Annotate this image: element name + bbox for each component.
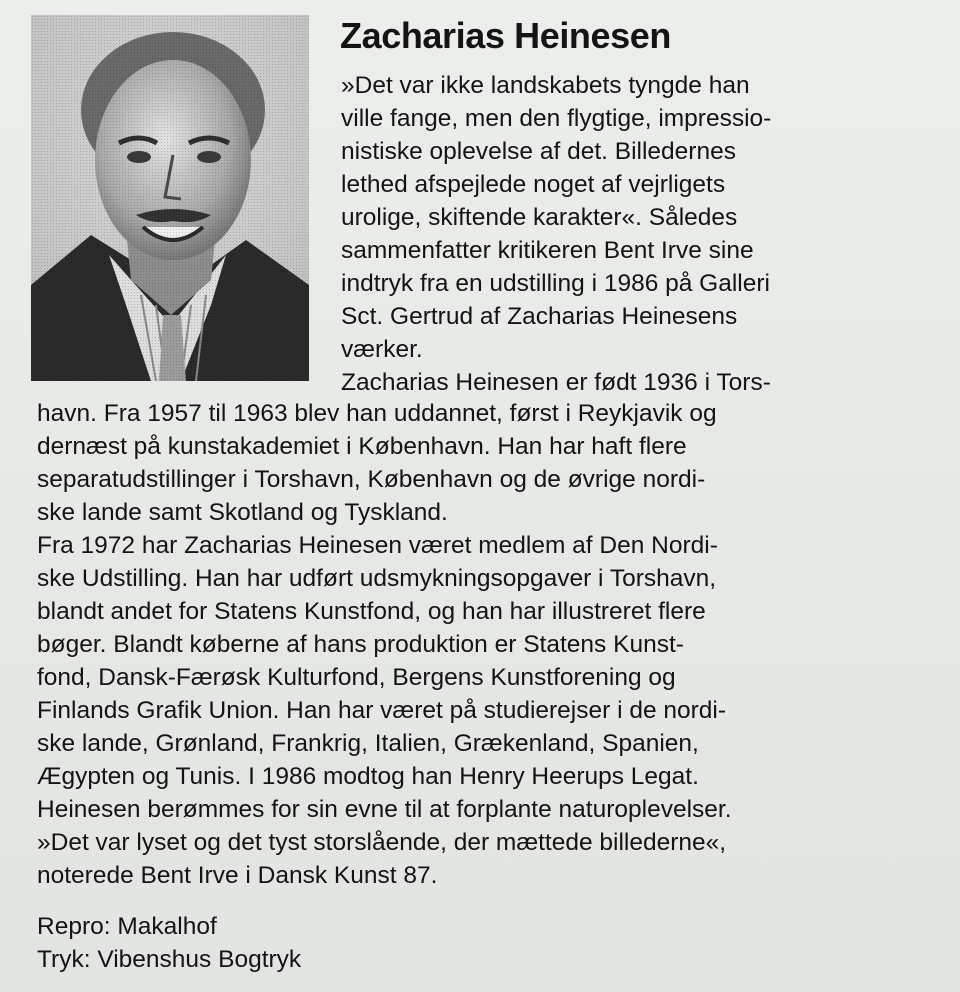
text-line: dernæst på kunstakademiet i København. Han har haft flere: [37, 433, 687, 460]
text-line: noterede Bent Irve i Dansk Kunst 87.: [37, 862, 438, 889]
text-line: blandt andet for Statens Kunstfond, og han har illustreret flere: [37, 598, 706, 625]
text-line: nistiske oplevelse af det. Billedernes: [341, 138, 736, 165]
text-line: Sct. Gertrud af Zacharias Heinesens: [341, 303, 738, 330]
text-line: havn. Fra 1957 til 1963 blev han uddannet, først i Reykjavik og: [37, 400, 717, 427]
text-line: fond, Dansk-Færøsk Kulturfond, Bergens Kunstforening og: [37, 664, 676, 691]
text-line: urolige, skiftende karakter«. Således: [341, 204, 738, 231]
text-line: Fra 1972 har Zacharias Heinesen været medlem af Den Nordi-: [37, 532, 718, 559]
portrait-illustration: [31, 15, 309, 381]
text-line: »Det var lyset og det tyst storslående, der mættede billederne«,: [37, 829, 727, 856]
text-line: ville fange, men den flygtige, impressio-: [341, 105, 772, 132]
text-line: Heinesen berømmes for sin evne til at forplante naturoplevelser.: [37, 796, 732, 823]
page-title: Zacharias Heinesen: [340, 15, 671, 56]
text-line: »Det var ikke landskabets tyngde han: [341, 72, 750, 99]
portrait-photo: [31, 15, 309, 381]
text-line: Finlands Grafik Union. Han har været på studierejser i de nordi-: [37, 697, 727, 724]
text-line: sammenfatter kritikeren Bent Irve sine: [341, 237, 754, 264]
text-line: indtryk fra en udstilling i 1986 på Galleri: [341, 270, 770, 297]
text-line: bøger. Blandt køberne af hans produktion er Statens Kunst-: [37, 631, 684, 658]
text-line: Ægypten og Tunis. I 1986 modtog han Henry Heerups Legat.: [37, 763, 699, 790]
print-credit: Tryk: Vibenshus Bogtryk: [37, 946, 302, 973]
text-line: ske lande, Grønland, Frankrig, Italien, Grækenland, Spanien,: [37, 730, 699, 757]
text-line: ske lande samt Skotland og Tyskland.: [37, 499, 448, 526]
text-line: Zacharias Heinesen er født 1936 i Tors-: [341, 369, 771, 396]
repro-credit: Repro: Makalhof: [37, 913, 217, 940]
text-line: ske Udstilling. Han har udført udsmykningsopgaver i Torshavn,: [37, 565, 717, 592]
text-line: lethed afspejlede noget af vejrligets: [341, 171, 726, 198]
text-line: værker.: [341, 336, 423, 363]
text-line: separatudstillinger i Torshavn, København og de øvrige nordi-: [37, 466, 706, 493]
